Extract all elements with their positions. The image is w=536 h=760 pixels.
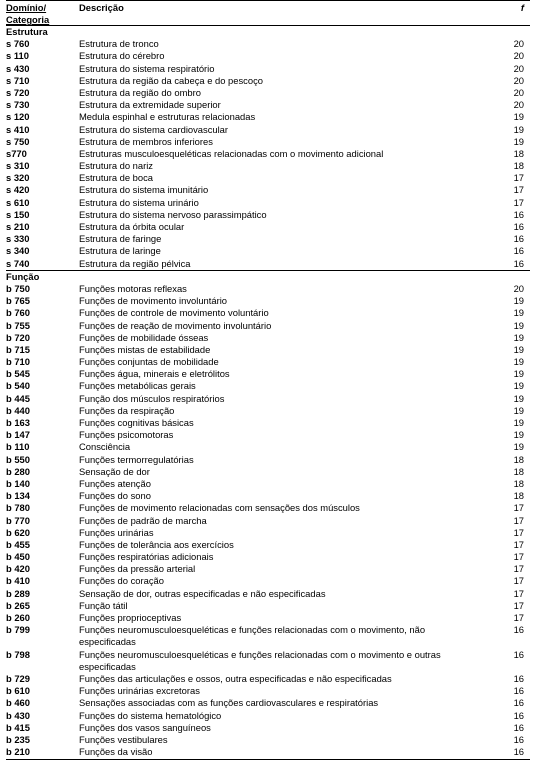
- row-frequency: 16: [513, 208, 524, 220]
- row-frequency: 17: [513, 196, 524, 208]
- row-description: Estrutura da região pélvica: [79, 257, 191, 269]
- row-code: b 755: [6, 319, 30, 331]
- row-description: Funções cognitivas básicas: [79, 417, 194, 428]
- table-row: [6, 454, 530, 466]
- row-frequency: 18: [513, 147, 524, 159]
- row-description: Estrutura de membros inferiores: [79, 135, 213, 147]
- table-row: [6, 221, 530, 233]
- table-row: [6, 746, 530, 758]
- table-row: [6, 502, 530, 514]
- row-frequency: 19: [513, 441, 524, 453]
- row-description: Funções da visão: [79, 746, 153, 758]
- table-header: [6, 0, 530, 26]
- table-row: [6, 575, 530, 587]
- row-description: Funções dos vasos sanguíneos: [79, 721, 211, 733]
- row-code: b 445: [6, 392, 30, 404]
- row-code: b 134: [6, 490, 30, 502]
- row-code: b 780: [6, 502, 30, 514]
- row-code: b 289: [6, 587, 30, 599]
- row-frequency: 19: [513, 295, 524, 307]
- row-frequency: 16: [513, 746, 524, 758]
- row-frequency: 19: [513, 429, 524, 441]
- row-frequency: 19: [513, 343, 524, 355]
- row-code: s 310: [6, 160, 30, 172]
- row-description: Estrutura de faringe: [79, 233, 162, 245]
- row-frequency: 18: [513, 490, 524, 502]
- row-code: s 610: [6, 196, 30, 208]
- row-description: Funções termorregulatórias: [79, 453, 194, 465]
- row-code: b 110: [6, 441, 30, 453]
- table-row: [6, 673, 530, 685]
- row-description: Estrutura de boca: [79, 172, 154, 184]
- row-code: b 550: [6, 453, 30, 465]
- table-row: [6, 539, 530, 551]
- row-frequency: 17: [513, 551, 524, 563]
- row-description: Funções respiratórias adicionais: [79, 551, 214, 563]
- table-row: [6, 466, 530, 478]
- table-row: [6, 649, 530, 673]
- row-frequency: 19: [513, 368, 524, 380]
- row-frequency: 19: [513, 111, 524, 123]
- row-code: b 415: [6, 721, 30, 733]
- row-description: Funções neuromusculoesqueléticas e funções relacionadas com o movimento, não especificadas: [79, 624, 426, 648]
- table-row: [6, 515, 530, 527]
- row-frequency: 19: [513, 319, 524, 331]
- row-description: Funções de tolerância aos exercícios: [79, 538, 234, 550]
- row-description: Funções atenção: [79, 477, 151, 489]
- table-row: [6, 588, 530, 600]
- row-code: s 720: [6, 86, 30, 98]
- table-row: [6, 233, 530, 245]
- row-frequency: 17: [513, 526, 524, 538]
- row-code: s 430: [6, 62, 30, 74]
- table-row: [6, 368, 530, 380]
- row-frequency: 19: [513, 417, 524, 428]
- row-code: s 410: [6, 123, 30, 135]
- table-row: [6, 283, 530, 295]
- row-frequency: 18: [513, 477, 524, 489]
- header-domain-category: [6, 2, 66, 26]
- row-code: b 799: [6, 624, 30, 636]
- table-row: [6, 184, 530, 196]
- row-description: Funções conjuntas de mobilidade: [79, 356, 219, 368]
- row-description: Estrutura do cérebro: [79, 50, 165, 62]
- row-frequency: 20: [513, 50, 524, 62]
- table-row: [6, 136, 530, 148]
- table-row: [6, 722, 530, 734]
- row-frequency: 18: [513, 160, 524, 172]
- table-row: [6, 295, 530, 307]
- table-row: [6, 245, 530, 257]
- table-row: [6, 344, 530, 356]
- row-code: b 440: [6, 404, 30, 416]
- row-code: s 340: [6, 245, 30, 257]
- row-description: Estrutura do sistema imunitário: [79, 184, 209, 196]
- row-frequency: 16: [513, 233, 524, 245]
- row-description: Estrutura do sistema respiratório: [79, 62, 215, 74]
- row-frequency: 20: [513, 282, 524, 294]
- row-frequency: 20: [513, 74, 524, 86]
- row-frequency: 16: [513, 624, 524, 636]
- row-frequency: 17: [513, 587, 524, 599]
- row-code: b 750: [6, 282, 30, 294]
- row-code: s 760: [6, 38, 30, 50]
- header-domain-label: Domínio/: [6, 2, 47, 13]
- row-description: Função tátil: [79, 599, 128, 611]
- table-row: [6, 600, 530, 612]
- row-description: Medula espinhal e estruturas relacionadas: [79, 111, 256, 123]
- row-code: s 710: [6, 74, 30, 86]
- row-description: Funções vestibulares: [79, 733, 168, 745]
- row-description: Funções de movimento relacionadas com sensações dos músculos: [79, 502, 360, 514]
- row-description: Funções urinárias excretoras: [79, 685, 200, 697]
- table-row: [6, 685, 530, 697]
- table-row: [6, 258, 530, 270]
- row-frequency: 19: [513, 135, 524, 147]
- row-code: s770: [6, 147, 27, 159]
- table-row: [6, 332, 530, 344]
- row-code: s 750: [6, 135, 30, 147]
- row-code: b 430: [6, 709, 30, 721]
- table-row: [6, 87, 530, 99]
- table-row: [6, 160, 530, 172]
- row-frequency: 16: [513, 709, 524, 721]
- row-code: b 770: [6, 514, 30, 526]
- row-code: b 720: [6, 331, 30, 343]
- row-code: b 235: [6, 733, 30, 745]
- row-frequency: 16: [513, 733, 524, 745]
- row-description: Funções proprioceptivas: [79, 612, 182, 623]
- row-frequency: 16: [513, 245, 524, 257]
- table-row: [6, 734, 530, 746]
- row-description: Funções do sistema hematológico: [79, 709, 222, 721]
- row-description: Estrutura da região da cabeça e do pescoço: [79, 74, 263, 86]
- row-frequency: 17: [513, 514, 524, 526]
- row-code: s 120: [6, 111, 30, 123]
- table-row: [6, 320, 530, 332]
- row-code: b 265: [6, 599, 30, 611]
- row-frequency: 17: [513, 172, 524, 184]
- table-row: [6, 624, 530, 648]
- row-code: s 740: [6, 257, 30, 269]
- table-row: [6, 380, 530, 392]
- row-description: Consciência: [79, 441, 131, 453]
- row-description: Estrutura do sistema cardiovascular: [79, 123, 229, 135]
- row-frequency: 19: [513, 404, 524, 416]
- row-frequency: 16: [513, 685, 524, 697]
- table-row: [6, 441, 530, 453]
- row-description: Funções da respiração: [79, 404, 175, 416]
- row-frequency: 17: [513, 563, 524, 575]
- row-description: Funções motoras reflexas: [79, 282, 187, 294]
- row-code: b 620: [6, 526, 30, 538]
- row-description: Estrutura do sistema nervoso parassimpático: [79, 208, 267, 220]
- row-description: Estrutura do sistema urinário: [79, 196, 199, 208]
- icf-table: [6, 0, 530, 760]
- row-code: b 798: [6, 648, 30, 660]
- table-row: [6, 417, 530, 429]
- row-frequency: 16: [513, 697, 524, 709]
- row-description: Funções de mobilidade ósseas: [79, 331, 209, 343]
- table-row: [6, 99, 530, 111]
- table-row: [6, 710, 530, 722]
- row-description: Funções mistas de estabilidade: [79, 343, 211, 355]
- row-description: Funções das articulações e ossos, outra especificadas e não especificadas: [79, 672, 392, 684]
- table-row: [6, 111, 530, 123]
- row-code: s 210: [6, 221, 30, 232]
- table-row: [6, 63, 530, 75]
- row-code: s 420: [6, 184, 30, 196]
- table-body: [6, 26, 530, 758]
- table-row: [6, 478, 530, 490]
- table-row: [6, 551, 530, 563]
- row-description: Funções água, minerais e eletrólitos: [79, 368, 230, 380]
- table-row: [6, 393, 530, 405]
- row-frequency: 17: [513, 599, 524, 611]
- row-code: b 715: [6, 343, 30, 355]
- table-row: [6, 527, 530, 539]
- row-code: b 280: [6, 465, 30, 477]
- row-code: b 610: [6, 685, 30, 697]
- row-code: b 545: [6, 368, 30, 380]
- table-row: [6, 172, 530, 184]
- row-frequency: 18: [513, 465, 524, 477]
- row-code: b 540: [6, 380, 30, 392]
- row-code: s 330: [6, 233, 30, 245]
- row-description: Estrutura de tronco: [79, 38, 159, 50]
- table-row: [6, 148, 530, 160]
- row-code: b 163: [6, 417, 30, 428]
- section-title: Função: [6, 270, 40, 282]
- table-row: [6, 50, 530, 62]
- table-row: [6, 612, 530, 624]
- row-code: s 150: [6, 208, 30, 220]
- row-frequency: 19: [513, 307, 524, 319]
- row-description: Sensações associadas com as funções cardiovasculares e respiratórias: [79, 697, 379, 709]
- row-description: Funções de padrão de marcha: [79, 514, 207, 526]
- row-description: Funções metabólicas gerais: [79, 380, 196, 392]
- table-row: [6, 197, 530, 209]
- table-row: [6, 209, 530, 221]
- table-row: [6, 429, 530, 441]
- row-description: Funções neuromusculoesqueléticas e funções relacionadas com o movimento e outras especificadas: [79, 648, 441, 672]
- row-code: b 455: [6, 538, 30, 550]
- row-code: s 320: [6, 172, 30, 184]
- row-code: b 460: [6, 697, 30, 709]
- row-code: b 710: [6, 356, 30, 368]
- row-frequency: 17: [513, 575, 524, 587]
- row-frequency: 19: [513, 356, 524, 368]
- row-description: Sensação de dor: [79, 465, 150, 477]
- section-title: Estrutura: [6, 26, 48, 37]
- row-code: b 760: [6, 307, 30, 319]
- row-description: Estrutura do nariz: [79, 160, 153, 172]
- row-code: b 147: [6, 429, 30, 441]
- header-frequency: f: [520, 2, 524, 13]
- row-code: b 450: [6, 551, 30, 563]
- row-frequency: 16: [513, 721, 524, 733]
- row-frequency: 20: [513, 38, 524, 50]
- table-row: [6, 563, 530, 575]
- table-row: [6, 356, 530, 368]
- row-frequency: 16: [513, 257, 524, 269]
- row-code: s 110: [6, 50, 29, 62]
- row-frequency: 20: [513, 99, 524, 111]
- row-code: b 765: [6, 295, 30, 307]
- row-description: Estrutura de laringe: [79, 245, 161, 257]
- row-frequency: 20: [513, 62, 524, 74]
- table-row: [6, 124, 530, 136]
- row-frequency: 17: [513, 538, 524, 550]
- row-frequency: 17: [513, 502, 524, 514]
- row-description: Funções urinárias: [79, 526, 154, 538]
- row-frequency: 19: [513, 123, 524, 135]
- table-row: [6, 697, 530, 709]
- row-code: b 210: [6, 746, 30, 758]
- table-row: [6, 405, 530, 417]
- row-frequency: 16: [513, 221, 524, 232]
- header-category-label: Categoria: [6, 14, 50, 25]
- row-description: Funções da pressão arterial: [79, 563, 196, 575]
- row-frequency: 17: [513, 612, 524, 623]
- row-description: Estrutura da órbita ocular: [79, 221, 185, 232]
- row-code: b 410: [6, 575, 30, 587]
- row-description: Sensação de dor, outras especificadas e não especificadas: [79, 587, 326, 599]
- row-code: b 140: [6, 477, 30, 489]
- row-description: Função dos músculos respiratórios: [79, 392, 225, 404]
- row-code: b 260: [6, 612, 30, 623]
- row-description: Estruturas musculoesqueléticas relacionadas com o movimento adicional: [79, 147, 384, 159]
- table-row: [6, 38, 530, 50]
- row-code: s 730: [6, 99, 30, 111]
- row-description: Funções do sono: [79, 490, 151, 502]
- row-frequency: 17: [513, 184, 524, 196]
- table-row: [6, 490, 530, 502]
- table-row: [6, 75, 530, 87]
- row-code: b 729: [6, 672, 30, 684]
- row-frequency: 20: [513, 86, 524, 98]
- row-description: Funções de movimento involuntário: [79, 295, 227, 307]
- row-frequency: 18: [513, 453, 524, 465]
- row-description: Estrutura da extremidade superior: [79, 99, 221, 111]
- header-description: Descrição: [79, 2, 124, 13]
- row-frequency: 16: [513, 672, 524, 684]
- row-description: Estrutura da região do ombro: [79, 86, 201, 98]
- row-code: b 420: [6, 563, 30, 575]
- row-frequency: 16: [513, 648, 524, 660]
- row-frequency: 19: [513, 392, 524, 404]
- row-description: Funções de controle de movimento voluntário: [79, 307, 269, 319]
- row-description: Funções de reação de movimento involuntário: [79, 319, 272, 331]
- row-description: Funções do coração: [79, 575, 164, 587]
- row-frequency: 19: [513, 380, 524, 392]
- row-frequency: 19: [513, 331, 524, 343]
- table-row: [6, 307, 530, 319]
- row-description: Funções psicomotoras: [79, 429, 174, 441]
